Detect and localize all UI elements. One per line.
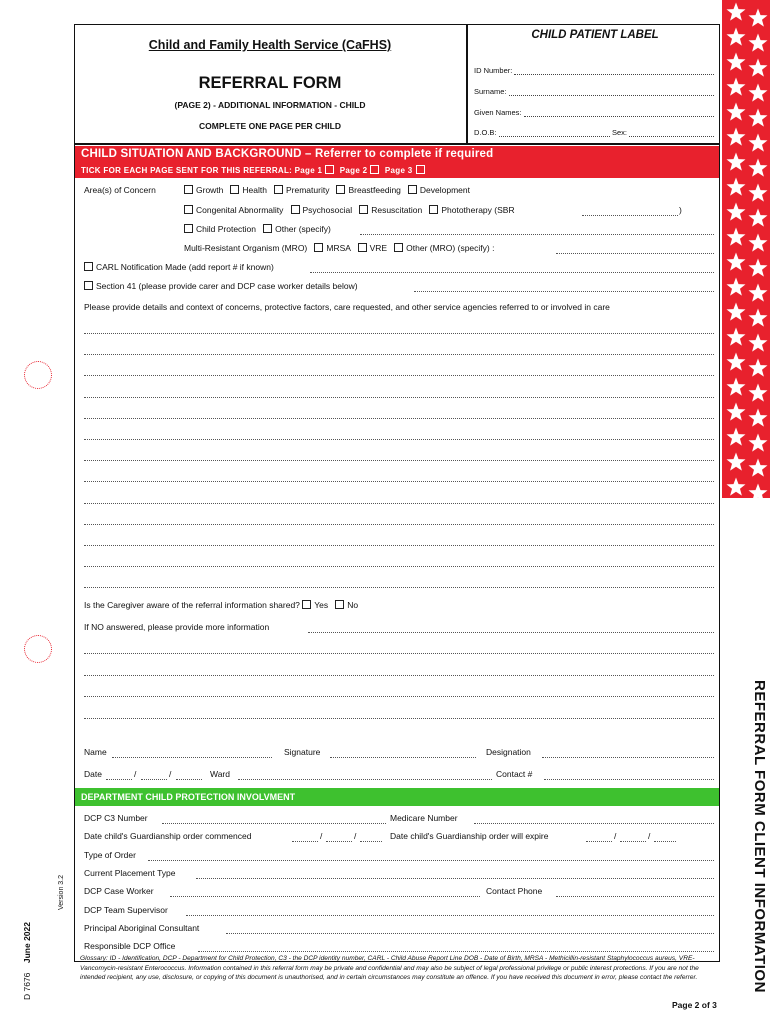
date-slash: / [354,831,357,841]
star-icon [748,33,768,53]
page-title: REFERRAL FORM [198,74,342,92]
glossary: Glossary: ID - Identification, DCP - Department for Child Protection, C3 - the DCP identity number, CARL - Child Abuse Report Line DOB - Date of Birth, MRSA - Methicillin-resistant Staphylococcus aureus, VRE-Vancomycin-resistant Enterococcus. Information contained in this referral form may be private and confidential and may also be subject of legal professional privilege or public interest protections. If you are not the intended recipient, any use, disclosure, or copying of this document is unauthorised, and in certain circumstances may constitute an offence. If you have received this document in error, please contact the referrer. [80,955,699,981]
option-label: Psychosocial [302,205,353,215]
star-icon [748,283,768,303]
name-field[interactable] [112,757,272,758]
star-icon [726,352,746,372]
writing-line[interactable] [84,333,714,334]
page3-label: Page 3 [384,166,413,175]
surname-field[interactable] [474,87,714,96]
star-icon [748,83,768,103]
punch-hole-icon [24,635,52,663]
option-label: Multi-Resistant Organism (MRO) [184,243,308,253]
punch-hole-icon [24,361,52,389]
star-icon [748,458,768,478]
star-icon [726,127,746,147]
name-label: Name [84,747,107,757]
other-checkbox[interactable] [263,224,272,233]
section41-line[interactable] [414,291,714,292]
other-specify-line[interactable] [360,234,714,235]
areas-row-4 [184,243,494,253]
option-label: Prematurity [285,185,330,195]
star-icon [748,133,768,153]
option-label: Health [242,185,267,195]
writing-line[interactable] [84,481,714,482]
page2-label: Page 2 [339,166,368,175]
star-icon [726,102,746,122]
dcp-c3-field[interactable] [162,823,386,824]
other-mro-checkbox[interactable] [394,243,403,252]
ward-label: Ward [210,769,230,779]
field-label: Surname: [474,87,507,96]
designation-field[interactable] [542,757,714,758]
star-icon [726,227,746,247]
org-name: Child and Family Health Service (CaFHS) [148,38,392,52]
concern-checkbox[interactable] [408,185,417,194]
aboriginal-field[interactable] [226,933,714,934]
option-label: Yes [314,600,329,610]
star-icon [748,483,768,498]
date-slash: / [614,831,617,841]
case-worker-label: DCP Case Worker [84,886,154,896]
writing-line[interactable] [84,375,714,376]
divider [466,24,468,144]
star-icon [726,177,746,197]
page1-checkbox[interactable] [325,165,334,174]
supervisor-label: DCP Team Supervisor [84,905,168,915]
option-label: Growth [196,185,224,195]
star-icon [748,433,768,453]
signature-label: Signature [284,747,321,757]
concern-checkbox[interactable] [336,185,345,194]
expire-day-field[interactable] [586,841,612,842]
star-icon [748,258,768,278]
close-paren: ) [679,205,682,215]
if-no-label: If NO answered, please provide more information [84,622,270,632]
medicare-field[interactable] [474,823,714,824]
version: Version 3.2 [58,874,65,910]
contact-field[interactable] [544,779,714,780]
star-icon [748,308,768,328]
star-icon [748,158,768,178]
carl-line[interactable] [310,272,714,273]
star-stripe [722,0,770,498]
responsible-label: Responsible DCP Office [84,941,176,951]
option-label: Resuscitation [371,205,423,215]
aboriginal-label: Principal Aboriginal Consultant [84,923,200,933]
star-icon [748,8,768,28]
if-no-line[interactable] [308,632,714,633]
dob-field[interactable] [474,128,610,137]
carl-checkbox[interactable] [84,262,93,271]
resuscitation-checkbox[interactable] [359,205,368,214]
congenital-checkbox[interactable] [184,205,193,214]
star-icon [748,408,768,428]
subtitle: (PAGE 2) - ADDITIONAL INFORMATION - CHILD [174,100,366,110]
child-protection-checkbox[interactable] [184,224,193,233]
star-icon [726,377,746,397]
concern-checkbox[interactable] [184,185,193,194]
writing-line[interactable] [84,675,714,676]
tick-label: TICK FOR EACH PAGE SENT FOR THIS REFERRAL: Page 1 [81,166,323,175]
signature-field[interactable] [330,757,476,758]
concern-checkbox[interactable] [230,185,239,194]
writing-line[interactable] [84,566,714,567]
star-icon [726,327,746,347]
divider [74,143,720,145]
page2-checkbox[interactable] [370,165,379,174]
id-number-field[interactable] [474,66,714,75]
date-day-field[interactable] [106,779,132,780]
designation-label: Designation [486,747,531,757]
mrsa-checkbox[interactable] [314,243,323,252]
vre-checkbox[interactable] [358,243,367,252]
other-mro-line[interactable] [556,253,714,254]
option-label: Section 41 (please provide carer and DCP case worker details below) [96,281,358,291]
star-icon [748,233,768,253]
type-of-order-field[interactable] [148,860,714,861]
star-icon [726,152,746,172]
case-worker-field[interactable] [170,896,480,897]
option-label: Development [419,185,470,195]
option-label: Phototherapy (SBR [441,205,515,215]
star-icon [726,477,746,497]
star-icon [748,58,768,78]
star-icon [748,358,768,378]
writing-line[interactable] [84,503,714,504]
writing-line[interactable] [84,653,714,654]
yes-checkbox[interactable] [302,600,311,609]
ward-field[interactable] [238,779,492,780]
option-label: Other (specify) [275,224,331,234]
phototherapy-checkbox[interactable] [429,205,438,214]
field-label: Given Names: [474,108,522,117]
form-code [22,820,32,1000]
star-icon [726,277,746,297]
option-label: VRE [369,243,388,253]
star-icon [726,27,746,47]
writing-line[interactable] [84,696,714,697]
option-label: Child Protection [196,224,257,234]
sex-field[interactable] [612,128,714,137]
star-icon [748,383,768,403]
areas-row-1 [184,185,477,195]
subtitle: COMPLETE ONE PAGE PER CHILD [199,121,341,131]
writing-line[interactable] [84,354,714,355]
option-label: No [347,600,359,610]
concern-checkbox[interactable] [274,185,283,194]
field-label: D.O.B: [474,128,497,137]
page3-checkbox[interactable] [416,165,425,174]
placement-field[interactable] [196,878,714,879]
carl-row [84,262,274,272]
dcp-c3-label: DCP C3 Number [84,813,148,823]
option-label: CARL Notification Made (add report # if known) [96,262,274,272]
date-month-field[interactable] [141,779,167,780]
star-icon [726,202,746,222]
field-label: ID Number: [474,66,513,75]
date-slash: / [320,831,323,841]
commenced-month-field[interactable] [326,841,352,842]
guardianship-expire-label: Date child's Guardianship order will expire [390,831,549,841]
star-icon [726,302,746,322]
option-label: MRSA [326,243,351,253]
date-label: Date [84,769,102,779]
option-label: Other (MRO) (specify) : [406,243,495,253]
section-header-situation [75,146,719,178]
section-title: CHILD SITUATION AND BACKGROUND – Referrer to complete if required [81,148,494,160]
commenced-day-field[interactable] [292,841,318,842]
field-label: Sex: [612,128,628,137]
date-label: June 2022 [22,922,32,964]
no-checkbox[interactable] [335,600,344,609]
code-label: D 7676 [22,972,32,1000]
section41-checkbox[interactable] [84,281,93,290]
caregiver-question [84,600,358,610]
responsible-field[interactable] [198,951,714,952]
star-icon [726,77,746,97]
writing-line[interactable] [84,545,714,546]
star-icon [748,183,768,203]
areas-row-3 [184,224,331,234]
section-title: DEPARTMENT CHILD PROTECTION INVOLVMENT [81,792,296,802]
sbr-line[interactable] [582,215,678,216]
placement-label: Current Placement Type [84,868,176,878]
star-icon [726,52,746,72]
date-year-field[interactable] [176,779,202,780]
date-slash: / [648,831,651,841]
given-names-field[interactable] [474,108,714,117]
details-prompt: Please provide details and context of concerns, protective factors, care requested, and other service agencies referred to or involved in care [84,302,610,312]
side-title: REFERRAL FORM CLIENT INFORMATION [751,680,768,993]
type-of-order-label: Type of Order [84,850,136,860]
expire-month-field[interactable] [620,841,646,842]
star-icon [726,252,746,272]
areas-row-2 [184,205,515,215]
star-icon [726,2,746,22]
expire-year-field[interactable] [654,841,676,842]
star-icon [726,427,746,447]
supervisor-field[interactable] [186,915,714,916]
star-icon [748,333,768,353]
star-icon [726,452,746,472]
psychosocial-checkbox[interactable] [291,205,300,214]
date-slash: / [169,769,172,779]
guardianship-commenced-label: Date child's Guardianship order commenced [84,831,252,841]
option-label: Congenital Abnormality [196,205,284,215]
writing-line[interactable] [84,524,714,525]
areas-label: Area(s) of Concern [84,185,156,195]
star-icon [748,208,768,228]
section-header-dcp [75,788,719,806]
option-label: Breastfeeding [348,185,401,195]
contact-label: Contact # [496,769,533,779]
contact-phone-label: Contact Phone [486,886,543,896]
tick-pages-row [81,165,428,175]
writing-line[interactable] [84,418,714,419]
writing-line[interactable] [84,587,714,588]
star-icon [748,108,768,128]
page-number: Page 2 of 3 [672,1000,717,1010]
section41-row [84,281,358,291]
writing-line[interactable] [84,397,714,398]
writing-line[interactable] [84,718,714,719]
star-icon [726,402,746,422]
medicare-label: Medicare Number [390,813,458,823]
writing-line[interactable] [84,460,714,461]
contact-phone-field[interactable] [556,896,714,897]
date-slash: / [134,769,137,779]
patient-label-title: CHILD PATIENT LABEL [531,29,659,41]
question-label: Is the Caregiver aware of the referral information shared? [84,600,300,610]
writing-line[interactable] [84,439,714,440]
commenced-year-field[interactable] [360,841,382,842]
